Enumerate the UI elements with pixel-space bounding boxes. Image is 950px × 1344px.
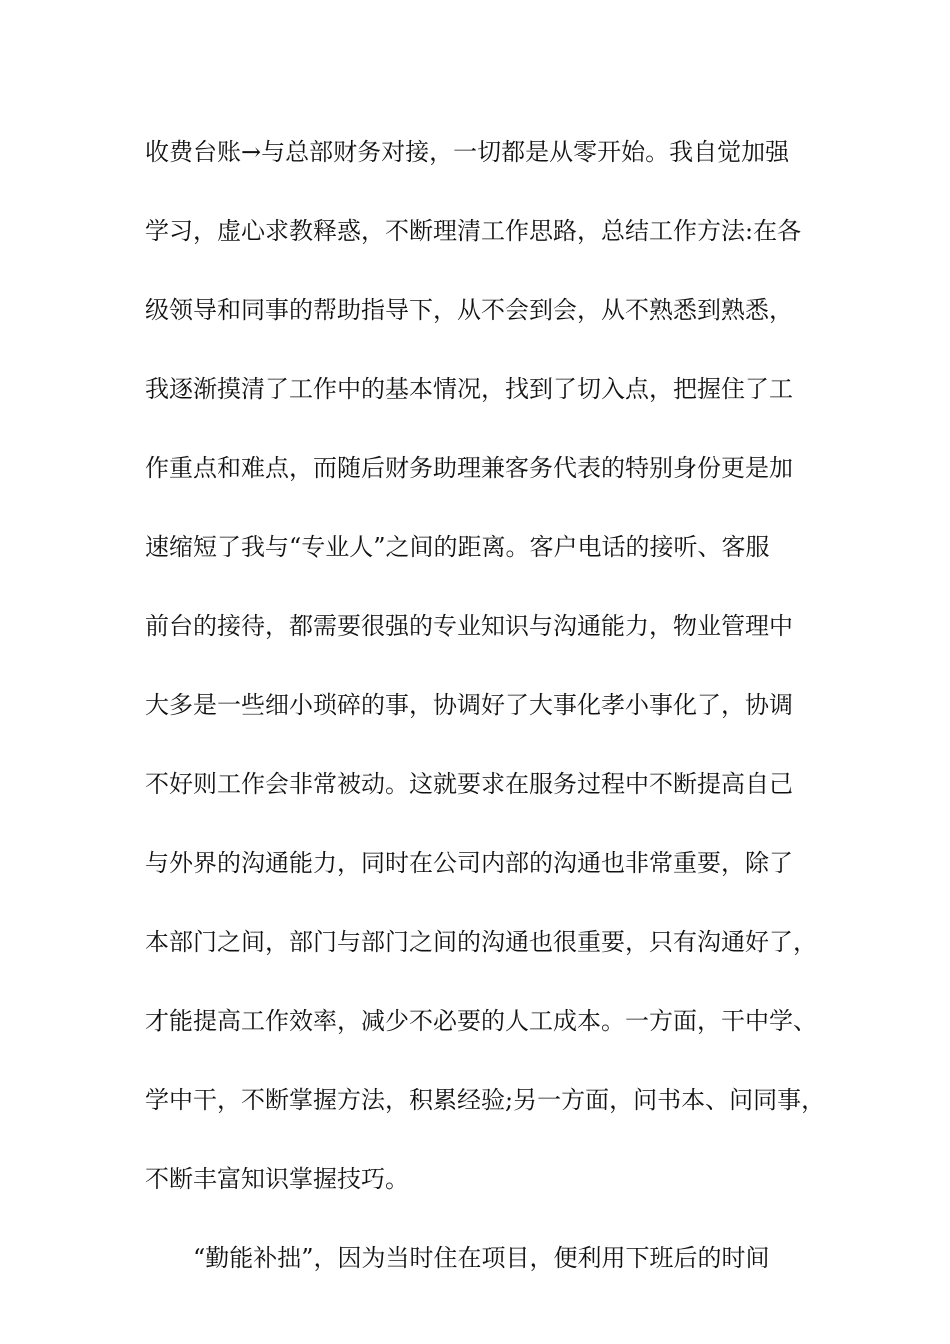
text-line: 本部门之间，部门与部门之间的沟通也很重要，只有沟通好了，	[145, 928, 817, 956]
text-line: 不断丰富知识掌握技巧。	[145, 1165, 409, 1193]
text-line: 级领导和同事的帮助指导下，从不会到会，从不熟悉到熟悉，	[145, 296, 793, 324]
text-line: 才能提高工作效率，减少不必要的人工成本。一方面，干中学、	[145, 1007, 817, 1035]
text-line: 学习，虚心求教释惑，不断理清工作思路，总结工作方法:在各	[145, 217, 802, 245]
text-line: 学中干，不断掌握方法，积累经验;另一方面，问书本、问同事，	[145, 1086, 826, 1114]
paragraph-start-line: “勤能补拙”，因为当时住在项目，便利用下班后的时间	[193, 1244, 770, 1272]
text-line: 前台的接待，都需要很强的专业知识与沟通能力，物业管理中	[145, 612, 793, 640]
body-text	[145, 132, 845, 1317]
text-line: 速缩短了我与“专业人”之间的距离。客户电话的接听、客服	[145, 533, 770, 561]
text-line: 与外界的沟通能力，同时在公司内部的沟通也非常重要，除了	[145, 849, 793, 877]
text-line: 大多是一些细小琐碎的事，协调好了大事化孝小事化了，协调	[145, 691, 793, 719]
text-line: 不好则工作会非常被动。这就要求在服务过程中不断提高自己	[145, 770, 793, 798]
text-line: 作重点和难点，而随后财务助理兼客务代表的特别身份更是加	[145, 454, 793, 482]
text-line: 我逐渐摸清了工作中的基本情况，找到了切入点，把握住了工	[145, 375, 793, 403]
text-line: 收费台账→与总部财务对接，一切都是从零开始。我自觉加强	[145, 138, 790, 166]
